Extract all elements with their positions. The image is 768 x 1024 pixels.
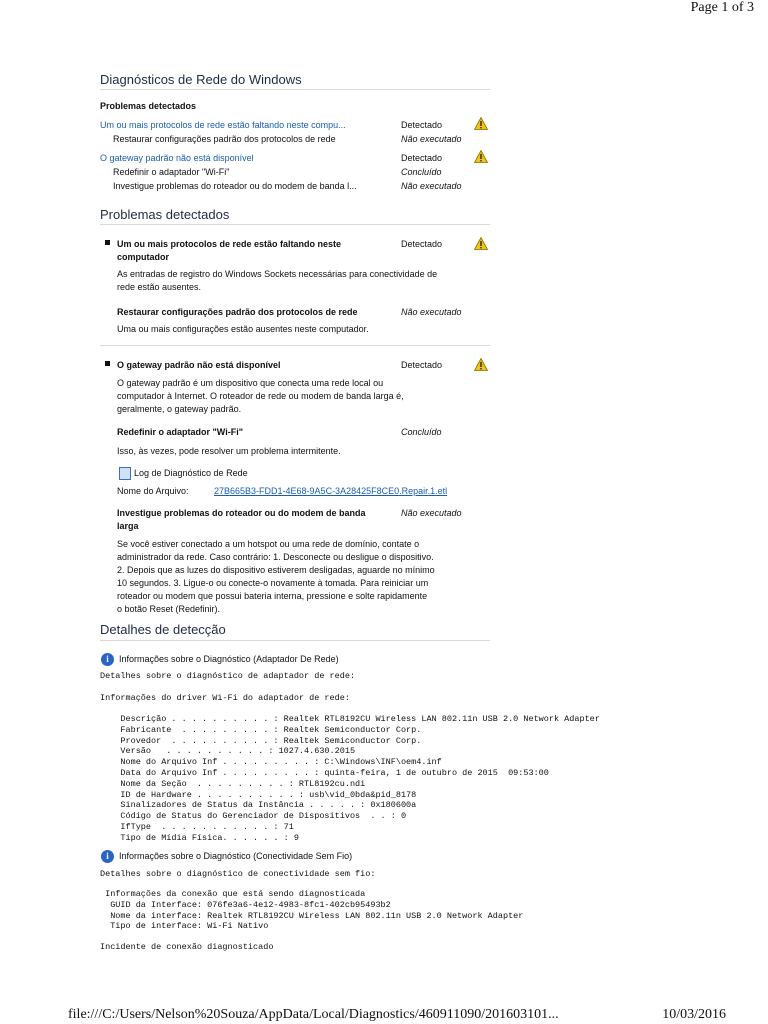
info1-row: Data do Arquivo Inf . . . . . . . . . : quinta-feira, 1 de outubro de 2015 09:53:00 [100,768,549,778]
warning-icon [474,358,488,371]
info1-row: Descrição . . . . . . . . . . : Realtek RTL8192CU Wireless LAN 802.11n USB 2.0 Network Adapter [100,714,600,724]
info1-row: Nome da Seção . . . . . . . . . : RTL8192cu.ndi [100,778,366,789]
problem2-fix1-status: Concluído [401,427,442,437]
summary-row-restore: Restaurar configurações padrão dos protocolos de rede [113,134,336,144]
detected-divider [100,224,490,225]
problem2-fix2-desc-line6: o botão Reset (Redefinir). [117,604,221,614]
info2-row: Nome da interface: Realtek RTL8192CU Wireless LAN 802.11n USB 2.0 Network Adapter [100,910,524,921]
problem1-desc-line2: rede estão ausentes. [117,282,202,292]
report-title: Diagnósticos de Rede do Windows [100,72,302,87]
info2-title: Informações sobre o Diagnóstico (Conectividade Sem Fio) [119,851,353,861]
info1-row: Tipo de Mídia Física. . . . . . : 9 [100,832,299,843]
details-divider [100,640,490,641]
summary-row-investigate-status: Não executado [401,181,462,191]
summary-row-gateway-status: Detectado [401,153,443,163]
summary-row-gateway-link[interactable]: O gateway padrão não está disponível [100,153,254,163]
problem2-fix2-status: Não executado [401,508,462,518]
problem1-desc-line1: As entradas de registro do Windows Sockets necessárias para conectividade de [117,269,438,279]
info2-row: Tipo de interface: Wi-Fi Nativo [100,921,269,932]
info1-row: Provedor . . . . . . . . . . : Realtek Semiconductor Corp. [100,735,422,746]
footer-date: 10/03/2016 [662,1007,726,1022]
problem2-fix2-desc-line2: administrador da rede. Caso contrário: 1. Desconecte ou desligue o dispositivo. [117,552,434,562]
detected-heading: Problemas detectados [100,207,230,222]
problem2-title: O gateway padrão não está disponível [117,360,281,370]
problem1-title-line2: computador [117,252,170,262]
summary-row-restore-status: Não executado [401,134,462,144]
problem2-fix2-desc-line3: 2. Depois que as luzes do dispositivo estiverem desligadas, aguarde no mínimo [117,565,435,575]
log-title: Log de Diagnóstico de Rede [134,468,248,478]
bullet-icon [105,240,110,245]
footer-file-path: file:///C:/Users/Nelson%20Souza/AppData/Local/Diagnostics/460911090/201603101... [68,1007,559,1022]
info2-last: Incidente de conexão diagnosticado [100,942,274,952]
info1-title: Informações sobre o Diagnóstico (Adaptador De Rede) [119,654,339,664]
problem2-fix2-title-line2: larga [117,521,139,531]
info2-row: GUID da Interface: 076fe3a6-4e12-4983-8fc1-402cb95493b2 [100,899,391,910]
summary-heading: Problemas detectados [100,101,197,111]
problem1-fix-desc: Uma ou mais configurações estão ausentes neste computador. [117,324,369,334]
problem2-fix1-desc: Isso, às vezes, pode resolver um problema intermitente. [117,446,341,456]
info1-row: Fabricante . . . . . . . . . : Realtek Semiconductor Corp. [100,724,422,735]
info2-row: Informações da conexão que está sendo diagnosticada [100,889,366,899]
problem2-fix2-desc-line4: 10 segundos. 3. Ligue-o ou conecte-o novamente à tomada. Para reiniciar um [117,578,429,588]
info1-row: IfType . . . . . . . . . . . : 71 [100,822,294,832]
log-file-link[interactable]: 27B665B3-FDD1-4E68-9A5C-3A28425F8CE0.Repair.1.etl [214,486,448,496]
problem1-fix-status: Não executado [401,307,462,317]
problem1-status: Detectado [401,239,443,249]
problem-divider [100,345,490,346]
problem1-title-line1: Um ou mais protocolos de rede estão faltando neste [117,239,342,249]
problem2-fix2-desc-line5: roteador ou modem que possui bateria interna, pressione e solte rapidamente [117,591,428,601]
warning-icon [474,117,488,130]
info1-row: ID de Hardware . . . . . . . . . . : usb\vid_0bda&pid_8178 [100,789,417,800]
info1-row: Versão . . . . . . . . . . : 1027.4.630.2015 [100,746,356,757]
info1-row: Nome do Arquivo Inf . . . . . . . . . : C:\Windows\INF\oem4.inf [100,757,442,768]
info1-row: Código de Status do Gerenciador de Dispositivos . . : 0 [100,811,407,822]
summary-row-reset-wifi: Redefinir o adaptador "Wi-Fi" [113,167,230,177]
problem2-fix2-title-line1: Investigue problemas do roteador ou do modem de banda [117,508,366,518]
summary-row-protocols-status: Detectado [401,120,443,130]
bullet-icon [105,361,110,366]
info1-row: Sinalizadores de Status da Instância . . . . . : 0x180600a [100,800,417,811]
problem2-status: Detectado [401,360,443,370]
problem2-desc-line3: geralmente, o gateway padrão. [117,404,242,414]
info-icon: i [101,653,114,666]
info-icon: i [101,850,114,863]
problem1-fix-title: Restaurar configurações padrão dos protocolos de rede [117,307,358,317]
page-number: Page 1 of 3 [690,0,754,15]
warning-icon [474,237,488,250]
info1-line2: Informações do driver Wi-Fi do adaptador de rede: [100,693,350,703]
log-file-icon [119,467,131,480]
warning-icon [474,150,488,163]
info2-line1: Detalhes sobre o diagnóstico de conectividade sem fio: [100,869,376,879]
summary-row-reset-wifi-status: Concluído [401,167,442,177]
problem2-desc-line2: computador à Internet. O roteador de rede ou modem de banda larga é, [117,391,404,401]
details-heading: Detalhes de detecção [100,622,226,637]
info1-line1: Detalhes sobre o diagnóstico de adaptador de rede: [100,671,356,681]
summary-row-protocols-link[interactable]: Um ou mais protocolos de rede estão faltando neste compu... [100,120,346,130]
file-name-label: Nome do Arquivo: [117,486,189,496]
summary-row-investigate: Investigue problemas do roteador ou do modem de banda l... [113,181,357,191]
problem2-fix1-title: Redefinir o adaptador "Wi-Fi" [117,427,243,437]
problem2-fix2-desc-line1: Se você estiver conectado a um hotspot ou uma rede de domínio, contate o [117,539,420,549]
problem2-desc-line1: O gateway padrão é um dispositivo que conecta uma rede local ou [117,378,384,388]
title-divider [100,89,490,90]
